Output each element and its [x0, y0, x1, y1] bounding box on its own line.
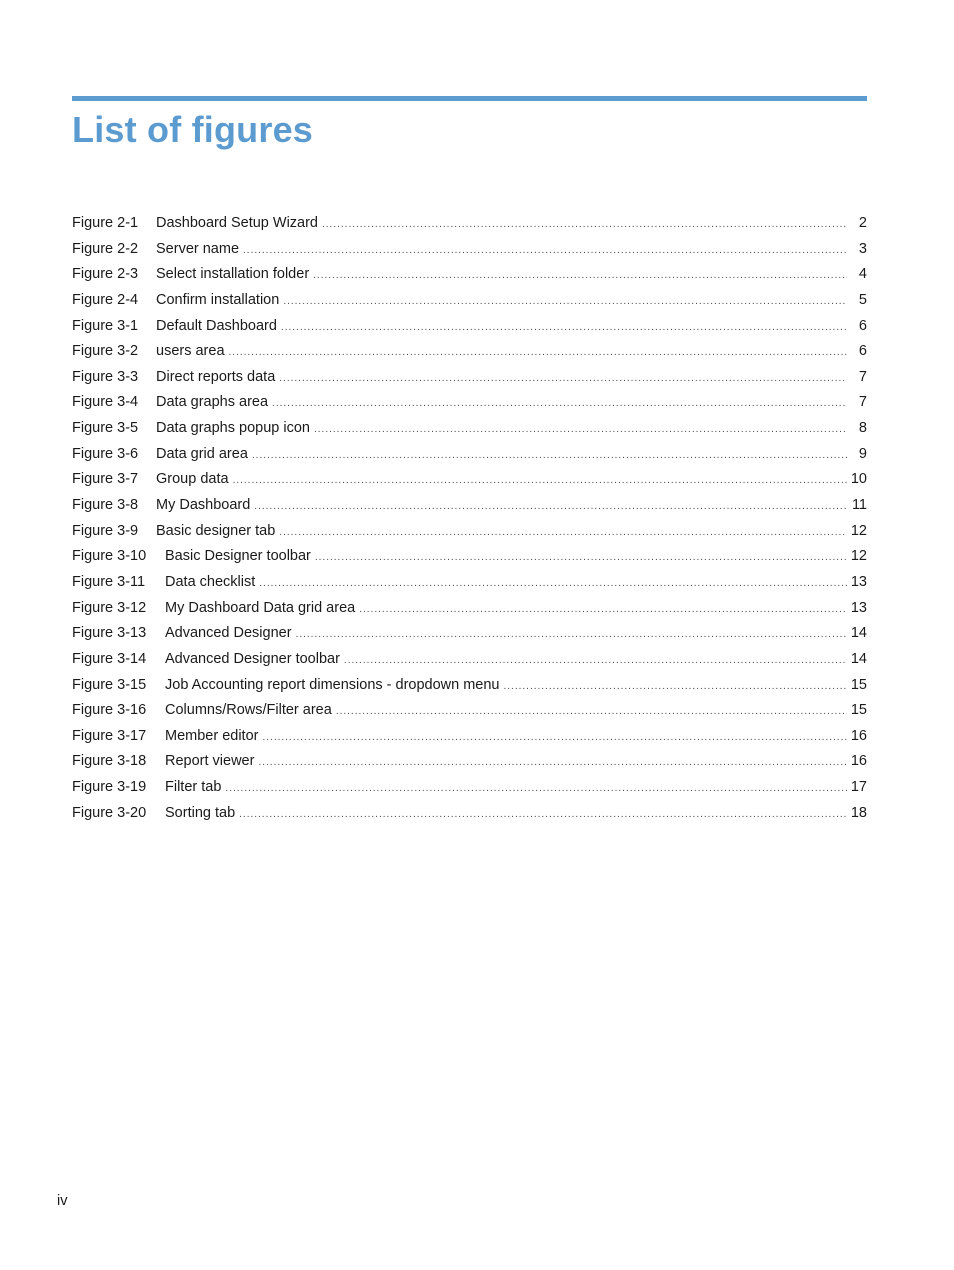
toc-entry[interactable]	[72, 544, 867, 570]
figure-title: Basic designer tab	[156, 522, 276, 539]
toc-entry[interactable]	[72, 724, 867, 750]
figure-title: Data graphs popup icon	[156, 420, 310, 437]
figure-title: My Dashboard	[156, 497, 251, 514]
page-number: 5	[858, 291, 867, 308]
toc-entry[interactable]	[72, 570, 867, 596]
page-number: 15	[850, 676, 867, 693]
figure-number: Figure 3-12	[72, 599, 147, 616]
figure-number: Figure 3-1	[72, 317, 139, 334]
figure-list	[72, 211, 867, 826]
figure-title: Server name	[156, 240, 240, 257]
toc-entry[interactable]	[72, 801, 867, 827]
page-number: 6	[858, 317, 867, 334]
page-number: 16	[850, 727, 867, 744]
figure-number: Figure 3-3	[72, 368, 139, 385]
toc-entry[interactable]	[72, 493, 867, 519]
page-number: 16	[850, 753, 867, 770]
page-number: 17	[850, 779, 867, 796]
figure-number: Figure 3-14	[72, 650, 147, 667]
figure-number: Figure 2-3	[72, 266, 139, 283]
dot-leader	[344, 648, 847, 674]
toc-entry[interactable]	[72, 288, 867, 314]
dot-leader	[239, 802, 847, 828]
dot-leader	[258, 750, 846, 776]
figure-number: Figure 3-4	[72, 394, 139, 411]
page-number: 15	[850, 702, 867, 719]
toc-entry[interactable]	[72, 262, 867, 288]
dot-leader	[314, 417, 847, 443]
dot-leader	[279, 520, 847, 546]
toc-entry[interactable]	[72, 519, 867, 545]
figure-title: Filter tab	[165, 779, 222, 796]
toc-entry[interactable]	[72, 647, 867, 673]
toc-entry[interactable]	[72, 775, 867, 801]
page-number: 7	[858, 368, 867, 385]
page-number: 10	[850, 471, 867, 488]
figure-number: Figure 3-19	[72, 779, 147, 796]
toc-entry[interactable]	[72, 237, 867, 263]
title-rule	[72, 96, 867, 101]
figure-title: Select installation folder	[156, 266, 310, 283]
toc-entry[interactable]	[72, 621, 867, 647]
dot-leader	[259, 571, 847, 597]
page-number: 2	[858, 215, 867, 231]
toc-entry[interactable]	[72, 314, 867, 340]
figure-title: Advanced Designer toolbar	[165, 650, 340, 667]
figure-number: Figure 3-2	[72, 343, 139, 360]
figure-number: Figure 3-8	[72, 497, 139, 514]
page-number: 6	[858, 343, 867, 360]
dot-leader	[322, 212, 847, 238]
figure-number: Figure 3-7	[72, 471, 139, 488]
figure-number: Figure 3-13	[72, 625, 147, 642]
page-number: 12	[850, 548, 867, 565]
figure-number: Figure 3-6	[72, 445, 139, 462]
dot-leader	[225, 776, 846, 802]
figure-title: users area	[156, 343, 225, 360]
toc-entry[interactable]	[72, 442, 867, 468]
dot-leader	[281, 315, 847, 341]
figure-title: Data checklist	[165, 573, 256, 590]
figure-title: Basic Designer toolbar	[165, 548, 311, 565]
figure-title: Report viewer	[165, 753, 255, 770]
figure-number: Figure 3-11	[72, 573, 146, 590]
dot-leader	[272, 391, 847, 417]
toc-entry[interactable]	[72, 416, 867, 442]
figure-title: Group data	[156, 471, 229, 488]
figure-title: Sorting tab	[165, 804, 236, 821]
dot-leader	[315, 545, 847, 571]
dot-leader	[313, 263, 847, 289]
figure-title: Member editor	[165, 727, 259, 744]
dot-leader	[296, 622, 847, 648]
figure-number: Figure 3-15	[72, 676, 147, 693]
dot-leader	[504, 674, 847, 700]
page-title: List of figures	[72, 109, 314, 150]
toc-entry[interactable]	[72, 596, 867, 622]
figure-title: Columns/Rows/Filter area	[165, 702, 332, 719]
dot-leader	[283, 289, 847, 315]
figure-number: Figure 3-5	[72, 420, 139, 437]
figure-title: Job Accounting report dimensions - dropdown menu	[165, 676, 500, 693]
figure-title: Confirm installation	[156, 291, 280, 308]
page-number: 11	[851, 497, 867, 514]
figure-number: Figure 2-4	[72, 291, 139, 308]
toc-entry[interactable]	[72, 467, 867, 493]
page-number: 13	[850, 599, 867, 616]
page-number: 4	[858, 266, 867, 283]
dot-leader	[279, 366, 847, 392]
dot-leader	[233, 468, 847, 494]
toc-entry[interactable]	[72, 390, 867, 416]
figure-title: Default Dashboard	[156, 317, 277, 334]
footer-page-number: iv	[57, 1193, 68, 1209]
toc-entry[interactable]	[72, 339, 867, 365]
page-number: 13	[850, 573, 867, 590]
toc-entry[interactable]	[72, 365, 867, 391]
page-number: 7	[858, 394, 867, 411]
page-number: 14	[850, 625, 867, 642]
figure-number: Figure 3-17	[72, 727, 147, 744]
figure-title: Advanced Designer	[165, 625, 292, 642]
toc-entry[interactable]	[72, 673, 867, 699]
page-number: 8	[858, 420, 867, 437]
page-number: 9	[858, 445, 867, 462]
figure-title: Direct reports data	[156, 368, 276, 385]
dot-leader	[262, 725, 846, 751]
figure-title: Data graphs area	[156, 394, 269, 411]
figure-title: Dashboard Setup Wizard	[156, 215, 318, 231]
figure-number: Figure 2-1	[72, 215, 139, 231]
toc-entry[interactable]	[72, 698, 867, 724]
figure-number: Figure 3-16	[72, 702, 147, 719]
page-number: 12	[850, 522, 867, 539]
toc-entry[interactable]	[72, 211, 867, 237]
dot-leader	[243, 238, 847, 264]
figure-title: My Dashboard Data grid area	[165, 599, 356, 616]
toc-entry[interactable]	[72, 749, 867, 775]
dot-leader	[254, 494, 847, 520]
page-number: 3	[858, 240, 867, 257]
figure-number: Figure 3-9	[72, 522, 139, 539]
figure-title: Data grid area	[156, 445, 248, 462]
dot-leader	[229, 340, 847, 366]
figure-number: Figure 3-20	[72, 804, 147, 821]
dot-leader	[359, 597, 847, 623]
page-number: 14	[850, 650, 867, 667]
dot-leader	[336, 699, 847, 725]
figure-number: Figure 2-2	[72, 240, 139, 257]
figure-number: Figure 3-18	[72, 753, 147, 770]
figure-number: Figure 3-10	[72, 548, 147, 565]
page-number: 18	[850, 804, 867, 821]
dot-leader	[252, 443, 847, 469]
